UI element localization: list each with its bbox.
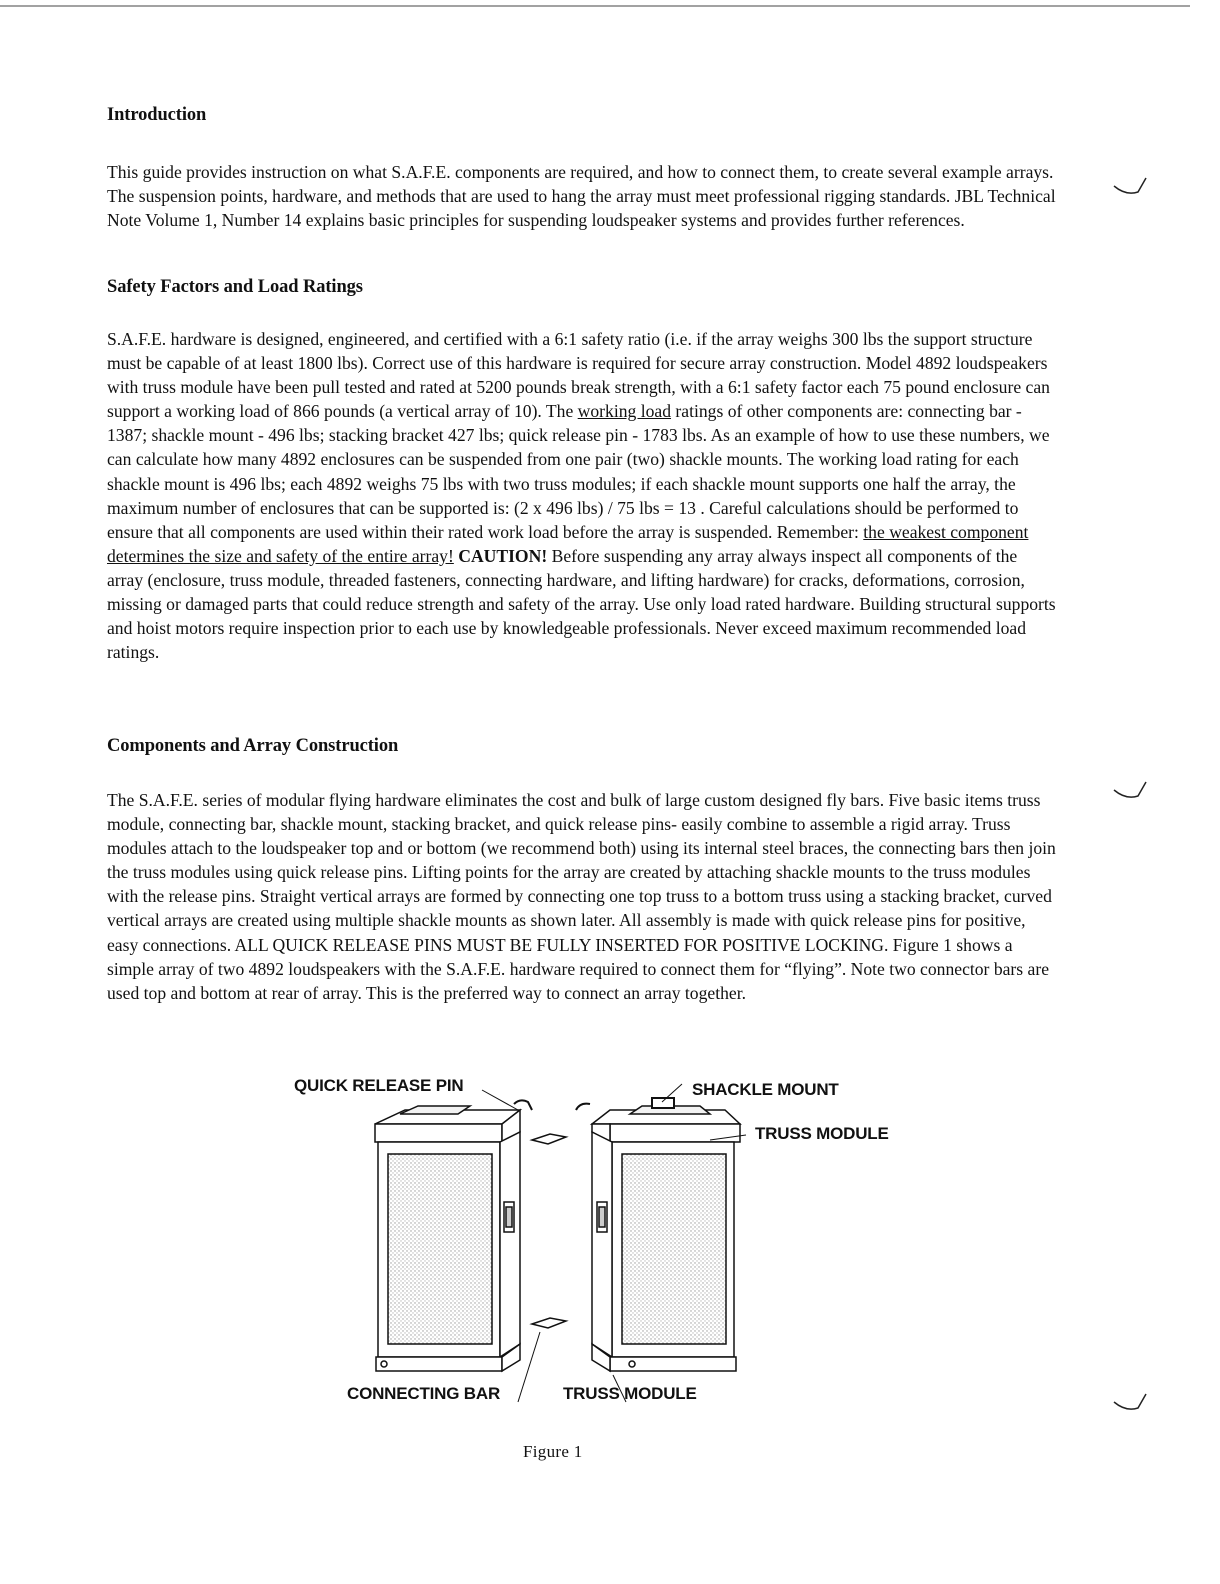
check-mark-2 bbox=[1112, 780, 1148, 802]
check-mark-3 bbox=[1112, 1392, 1148, 1414]
safety-text-3: Before suspending any array always inspect all components of the array (enclosure, truss module, threaded fasteners, connecting hardware, and lifting hardware) for cracks, deformations, corrosion, missing or damaged parts that could reduce strength and safety of the array. Use only load rated hardware. Building structural supports and hoist motors require inspection prior to each use by knowledgeable professionals. Never exceed maximum recommended load ratings. bbox=[107, 545, 1056, 663]
figure-caption: Figure 1 bbox=[523, 1442, 583, 1461]
connecting-bar-top bbox=[532, 1134, 566, 1144]
truss-module-bottom-label: TRUSS MODULE bbox=[563, 1384, 697, 1403]
connecting-bar-bottom bbox=[532, 1318, 566, 1328]
working-load-term: working load bbox=[577, 401, 672, 422]
caution-label: CAUTION! bbox=[458, 545, 548, 566]
quick-release-pin-label: QUICK RELEASE PIN bbox=[294, 1076, 464, 1095]
check-mark-1 bbox=[1112, 176, 1148, 198]
shackle-mount-label: SHACKLE MOUNT bbox=[692, 1080, 839, 1099]
safety-paragraph bbox=[107, 327, 1057, 664]
components-paragraph: The S.A.F.E. series of modular flying hardware eliminates the cost and bulk of large custom designed fly bars. Five basic items truss module, connecting bar, shackle mount, stacking bracket, and quick release pins- easily combine to assemble a rigid array. Truss modules attach to the loudspeaker top and or bottom (we recommend both) using its internal steel braces, the connecting bars then join the truss modules using quick release pins. Lifting points for the array are created by attaching shackle mounts to the truss modules with the release pins. Straight vertical arrays are formed by connecting one top truss to a bottom truss using a stacking bracket, curved vertical arrays are created using multiple shackle mounts as shown later. All assembly is made with quick release pins for positive, easy connections. ALL QUICK RELEASE PINS MUST BE FULLY INSERTED FOR POSITIVE LOCKING. Figure 1 shows a simple array of two 4892 loudspeakers with the S.A.F.E. hardware required to connect them for “flying”. Note two connector bars are used top and bottom at rear of array. This is the preferred way to connect an array together. bbox=[107, 790, 1056, 1003]
truss-module-top-label: TRUSS MODULE bbox=[755, 1124, 889, 1143]
connecting-bar-label: CONNECTING BAR bbox=[347, 1384, 501, 1403]
page-top-rule bbox=[0, 5, 1220, 7]
safety-text-1: S.A.F.E. hardware is designed, engineered, and certified with a 6:1 safety ratio (i.e. if the array weighs 300 lbs the support structure must be capable of at least 1800 lbs). Correct use of this hardware is required for secure array construction. Model 4892 loudspeakers with truss module have been pull tested and rated at 5200 pounds break strength, with a 6:1 safety factor each 75 pound enclosure can support a working load of 866 pounds (a vertical array of 10). The bbox=[107, 329, 1050, 422]
intro-paragraph: This guide provides instruction on what S.A.F.E. components are required, and how to connect them, to create several example arrays. The suspension points, hardware, and methods that are used to hang the array must meet professional rigging standards. JBL Technical Note Volume 1, Number 14 explains basic principles for suspending loudspeaker systems and provides further references. bbox=[107, 162, 1056, 231]
right-loudspeaker bbox=[592, 1106, 740, 1371]
components-heading: Components and Array Construction bbox=[107, 736, 399, 756]
safety-heading: Safety Factors and Load Ratings bbox=[107, 277, 363, 297]
loudspeaker-array-illustration bbox=[270, 1062, 950, 1422]
weakest-component-warning: the weakest component determines the size and safety of the entire array! bbox=[107, 521, 1029, 566]
intro-heading: Introduction bbox=[107, 105, 207, 125]
safety-text-2: ratings of other components are: connecting bar - 1387; shackle mount - 496 lbs; stacking bracket 427 lbs; quick release pin - 1783 lbs. As an example of how to use these numbers, we can calculate how many 4892 enclosures can be suspended from one pair (two) shackle mounts. The working load rating for each shackle mount is 496 lbs; each 4892 weighs 75 lbs with two truss modules; if each shackle mount supports one half the array, the maximum number of enclosures that can be supported is: (2 x 496 lbs) / 75 lbs = 13 . Careful calculations should be performed to ensure that all components are used within their rated work load before the array is suspended. Remember: bbox=[107, 401, 1050, 542]
figure-1 bbox=[270, 1062, 950, 1422]
left-loudspeaker bbox=[375, 1106, 520, 1371]
